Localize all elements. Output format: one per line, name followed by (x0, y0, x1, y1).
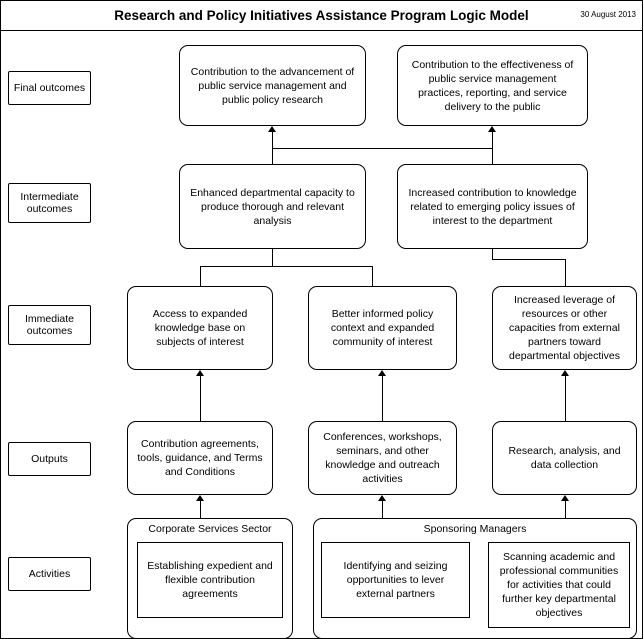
connector-line (565, 501, 566, 518)
row-label-text: Activities (28, 568, 71, 580)
node-text: Contribution to the advancement of public service management and public policy research (190, 65, 355, 106)
connector-line (565, 259, 566, 286)
connector-arrow (378, 370, 386, 376)
connector-arrow (196, 495, 204, 501)
connector-line (272, 249, 273, 267)
node-activity-1 (137, 542, 283, 618)
group-title: Sponsoring Managers (423, 523, 527, 535)
node-text: Establishing expedient and flexible contribution agreements (147, 560, 273, 600)
node-text: Increased contribution to knowledge related to emerging policy issues of interest to the department (408, 186, 577, 227)
node-activity-3 (488, 542, 630, 628)
connector-line (492, 249, 493, 260)
connector-arrow (268, 126, 276, 132)
node-text: Scanning academic and professional communities for activities that could further key departmental objectives (499, 551, 619, 619)
node-text: Better informed policy context and expanded community of interest (330, 308, 435, 348)
node-text: Increased leverage of resources or other capacities from external partners toward departmental objectives (509, 294, 620, 362)
node-output-2 (308, 421, 457, 495)
node-text: Research, analysis, and data collection (508, 445, 621, 471)
row-label-text: Final outcomes (13, 82, 86, 94)
row-label-final-outcomes (8, 71, 91, 105)
row-label-outputs (8, 442, 91, 476)
connector-line (372, 266, 373, 286)
title-bar (1, 1, 642, 31)
node-final-outcome-2 (397, 45, 588, 126)
connector-line (492, 259, 566, 260)
node-output-1 (127, 421, 273, 495)
connector-line (200, 376, 201, 421)
page-title: Research and Policy Initiatives Assistance Program Logic Model (114, 8, 529, 23)
node-intermediate-outcome-2 (397, 164, 588, 249)
row-label-text: Outputs (31, 453, 68, 465)
node-intermediate-outcome-1 (179, 164, 366, 249)
node-activity-2 (321, 542, 470, 618)
node-immediate-outcome-3 (492, 286, 637, 370)
row-label-text: Intermediate outcomes (20, 191, 79, 215)
connector-arrow (378, 495, 386, 501)
connector-arrow (561, 495, 569, 501)
node-immediate-outcome-1 (127, 286, 273, 370)
row-label-intermediate-outcomes (8, 183, 91, 223)
connector-line (272, 148, 493, 149)
node-text: Identifying and seizing opportunities to lever external partners (343, 560, 448, 600)
row-label-text: Immediate outcomes (24, 313, 75, 337)
connector-line (200, 501, 201, 518)
connector-line (382, 376, 383, 421)
connector-line (565, 376, 566, 421)
node-text: Access to expanded knowledge base on subjects of interest (152, 308, 248, 348)
node-output-3 (492, 421, 637, 495)
group-title: Corporate Services Sector (148, 523, 272, 535)
connector-arrow (488, 126, 496, 132)
row-label-activities (8, 557, 91, 591)
row-label-immediate-outcomes (8, 305, 91, 345)
node-text: Contribution agreements, tools, guidance, and Terms and Conditions (137, 438, 263, 478)
connector-line (382, 501, 383, 518)
document-date: 30 August 2013 (580, 10, 636, 19)
node-text: Conferences, workshops, seminars, and other knowledge and outreach activities (323, 431, 442, 485)
connector-arrow (196, 370, 204, 376)
connector-line (200, 266, 373, 267)
node-text: Contribution to the effectiveness of public service management practices, reporting, and service delivery to the public (411, 58, 574, 113)
connector-arrow (561, 370, 569, 376)
node-final-outcome-1 (179, 45, 366, 126)
node-text: Enhanced departmental capacity to produce thorough and relevant analysis (190, 186, 355, 227)
connector-line (200, 266, 201, 286)
node-immediate-outcome-2 (308, 286, 457, 370)
